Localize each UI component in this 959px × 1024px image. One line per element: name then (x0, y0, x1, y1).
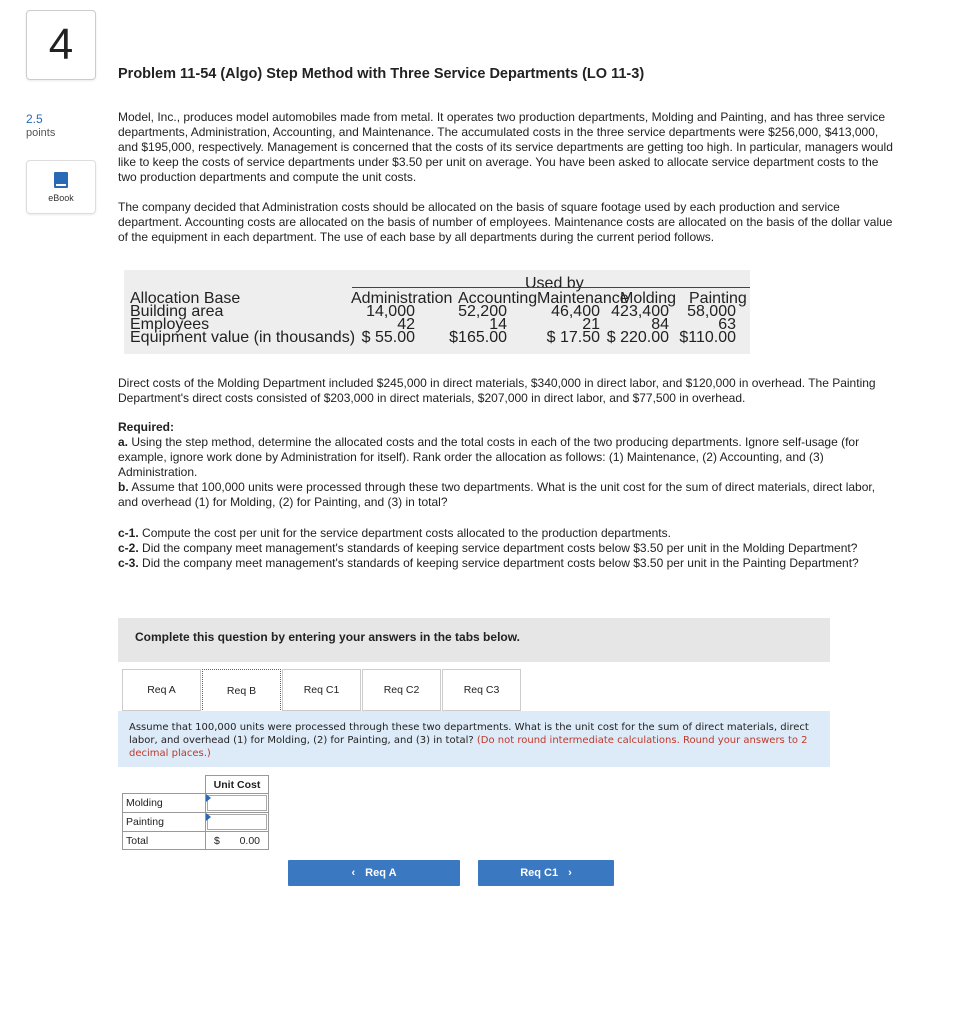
required-section (118, 420, 898, 510)
used-by-header: Used by (525, 275, 584, 292)
col-accounting: Accounting (458, 290, 538, 307)
table-cell: 52,200 (458, 303, 507, 320)
table-cell: $110.00 (679, 329, 736, 346)
table-cell: $ 220.00 (606, 329, 669, 346)
required-heading: Required: (118, 420, 175, 434)
instruction-note: (Do not round intermediate calculations. Round your answers to 2 decimal places.) (129, 735, 808, 759)
total-value: 0.00 (239, 834, 260, 847)
question-number: 4 (26, 10, 96, 80)
table-cell: 46,400 (551, 303, 600, 320)
requirement-c1: c-1. Compute the cost per unit for the service department costs allocated to the production departments. (118, 526, 671, 540)
table-row (123, 832, 269, 850)
row-label: Equipment value (in thousands) (130, 329, 356, 346)
col-painting: Painting (689, 290, 747, 307)
tab-req-c3[interactable]: Req C3 (442, 669, 521, 711)
allocation-table (124, 270, 750, 354)
table-cell: 58,000 (687, 303, 736, 320)
flag-icon (206, 813, 211, 821)
next-tab-button[interactable] (478, 860, 614, 886)
points-value: 2.5 (26, 112, 43, 126)
tab-req-b[interactable]: Req B (202, 669, 281, 712)
chevron-left-icon: ‹ (351, 867, 356, 879)
requirements-c (118, 526, 898, 571)
requirement-b: b. Assume that 100,000 units were processed through these two departments. What is the unit cost for the sum of direct materials, direct labor, and overhead (1) for Molding, (2) for Painting, and (3) in total? (118, 480, 876, 509)
chevron-right-icon: › (568, 867, 572, 879)
book-icon (54, 172, 68, 188)
row-label: Building area (130, 303, 224, 320)
direct-costs-paragraph: Direct costs of the Molding Department included $245,000 in direct materials, $340,000 in direct labor, and $120,000 in overhead. The Painting Department's direct costs consisted of $203,000 in direct materials, $207,000 in direct labor, and $77,500 in overhead. (118, 376, 876, 405)
prev-button-label: Req A (365, 867, 397, 879)
table-cell: 14 (489, 316, 507, 333)
ebook-button[interactable] (26, 160, 96, 214)
painting-unit-cost-input[interactable] (207, 814, 267, 830)
points-indicator (26, 112, 55, 140)
used-by-rule (352, 287, 750, 288)
points-label: points (26, 127, 56, 139)
row-label-total: Total (123, 832, 206, 850)
table-row (123, 813, 269, 832)
instructions-banner (118, 618, 830, 662)
col-allocation-base: Allocation Base (130, 290, 241, 307)
requirement-a: a. Using the step method, determine the allocated costs and the total costs in each of the two producing departments. Ignore self-usage (for example, ignore work done by Administration for itself). Rank order the allocation as follows: (1) Maintenance, (2) Accounting, and (3) Administration. (118, 435, 860, 479)
molding-unit-cost-input[interactable] (207, 795, 267, 811)
unit-cost-table (122, 775, 269, 850)
allocation-paragraph: The company decided that Administration costs should be allocated on the basis of square footage used by each production and service department. Accounting costs are allocated on the basis of number of employees. Maintenance costs are allocated on the basis of the dollar value of the equipment in each department. The use of each base by all departments during the current period follows. (118, 200, 893, 244)
col-molding: Molding (620, 290, 677, 307)
banner-text: Complete this question by entering your answers in the tabs below. (135, 630, 520, 644)
table-cell: 423,400 (611, 303, 669, 320)
tab-req-c1[interactable]: Req C1 (282, 669, 361, 711)
tab-req-a[interactable]: Req A (122, 669, 201, 711)
col-maintenance: Maintenance (537, 290, 629, 307)
table-cell: 84 (651, 316, 669, 333)
table-cell: 21 (582, 316, 600, 333)
flag-icon (206, 794, 211, 802)
requirement-c3: c-3. Did the company meet management's standards of keeping service department costs below $3.50 per unit in the Painting Department? (118, 556, 859, 570)
tab-instruction (118, 711, 830, 767)
table-cell: $ 55.00 (361, 329, 415, 346)
table-cell: 42 (397, 316, 415, 333)
row-label-molding: Molding (123, 794, 206, 813)
tab-req-c2[interactable]: Req C2 (362, 669, 441, 711)
col-administration: Administration (351, 290, 453, 307)
currency-symbol: $ (214, 834, 220, 847)
table-cell: 63 (718, 316, 736, 333)
table-row (123, 794, 269, 813)
row-label: Employees (130, 316, 210, 333)
problem-title: Problem 11-54 (Algo) Step Method with Three Service Departments (LO 11-3) (118, 66, 645, 82)
intro-paragraph: Model, Inc., produces model automobiles made from metal. It operates two production departments, Molding and Painting, and has three service departments, Administration, Accounting, and Maintenance. The accumulated costs in the three service departments were $256,000, $413,000, and $195,000, respectively. Management is concerned that the costs of its service departments are getting too high. In particular, managers would like to keep the costs of service departments under $3.50 per unit on average. You have been asked to allocate service department costs to the two production departments and compute the unit costs. (118, 110, 893, 184)
instruction-text: Assume that 100,000 units were processed through these two departments. What is the unit cost for the sum of direct materials, direct labor, and overhead (1) for Molding, (2) for Painting, and (3) in total? (129, 722, 809, 746)
ebook-label: eBook (48, 192, 74, 203)
table-cell: $165.00 (449, 329, 507, 346)
unit-cost-header: Unit Cost (206, 776, 269, 794)
table-cell: $ 17.50 (546, 329, 600, 346)
total-unit-cost (206, 832, 269, 850)
prev-tab-button[interactable] (288, 860, 460, 886)
table-cell: 14,000 (366, 303, 415, 320)
row-label-painting: Painting (123, 813, 206, 832)
next-button-label: Req C1 (520, 867, 559, 879)
requirement-c2: c-2. Did the company meet management's standards of keeping service department costs below $3.50 per unit in the Molding Department? (118, 541, 858, 555)
